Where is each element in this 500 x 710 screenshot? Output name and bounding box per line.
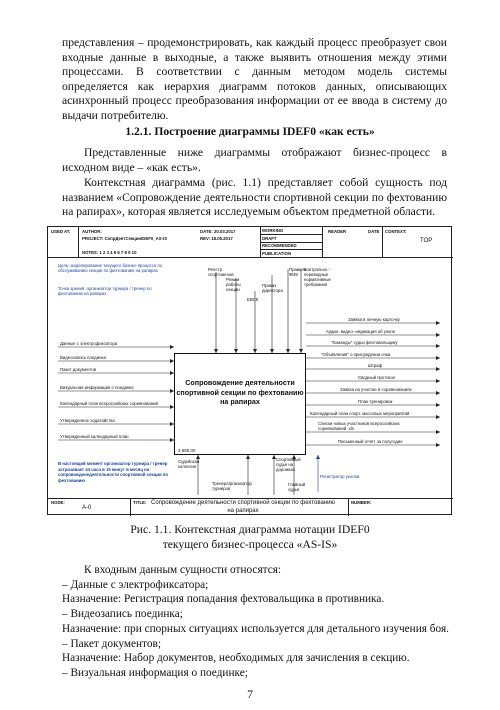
mechanism-registrator: Регистратор уколов (320, 474, 360, 479)
output-10: Письменный отчёт за полугодие (338, 439, 403, 444)
status-recommended: RECOMMENDED (262, 243, 297, 248)
mechanism-main-judge: Главный судья (288, 482, 306, 492)
date2-label: DATE (368, 229, 380, 234)
control-order: Приказ директора (262, 283, 283, 293)
control-requirements: Контрольно - переводные нормативные требования (304, 267, 331, 287)
output-7: План тренировок (358, 399, 393, 404)
list-line: – Видеозапись поединка; (62, 608, 183, 621)
context-label: CONTEXT: (385, 229, 407, 234)
output-6: Заявка на участие в соревнованиях (340, 387, 412, 392)
author-label: AUTHOR: (82, 229, 102, 234)
process-box (174, 353, 306, 455)
status-publication: PUBLICATION (262, 251, 292, 256)
input-video: Видеозапись поединка (60, 355, 106, 360)
list-line: К входным данным сущности относятся: (84, 564, 282, 576)
rev-value: REV: 18.05.2017 (200, 236, 233, 241)
list-line: – Данные с электрофиксатора; (62, 578, 209, 591)
viewpoint-text: Точка зрения: организатор турнира / тренер по фехтованию на рапирах (58, 286, 152, 296)
input-approved-plan: Утвержденный календарный план (60, 434, 129, 439)
caption-line-2: текущего бизнес-процесса «AS-IS» (162, 538, 338, 551)
date-value: DATE: 20.03.2017 (200, 229, 236, 234)
input-description-list (62, 563, 452, 681)
list-line: Назначение: Регистрация попадания фехтовальщика в противника. (62, 593, 385, 606)
control-evsk: ЕВСК (247, 297, 259, 302)
title-label: TITLE: (133, 500, 147, 505)
purpose-text: Цель: моделирование текущего бизнес-процесса по обслуживанию секции по фехтованию на рапирах (58, 263, 163, 273)
output-5: Сводный протокол (358, 375, 396, 380)
input-visual: Визуальная информация о поединке (60, 385, 134, 390)
used-at-label: USED AT: (51, 229, 71, 234)
list-line: Назначение: при спорных ситуациях используется для детального изучения боя. (62, 622, 449, 635)
list-line: – Пакет документов; (62, 637, 161, 650)
idef0-context-diagram (47, 226, 452, 515)
node-value: A-0 (82, 505, 92, 511)
reader-label: READER (328, 229, 347, 234)
control-fie: Правила ФИЕ (289, 267, 307, 277)
output-0: Заявка в личную карточку (348, 317, 400, 322)
status-draft: DRAFT (262, 236, 277, 241)
mechanism-track-judge: Спортивный судья на дорожках (276, 457, 301, 472)
top-label: TOP (420, 238, 433, 244)
control-registry: Реестр спортсменов (208, 267, 234, 277)
process-cost: 3 650,00 (178, 448, 196, 453)
mechanism-trainer: Тренер/организатор турниров (212, 481, 252, 491)
input-petition: Утвержденное ходатайство (60, 418, 115, 423)
input-electrofixator: Данные с электрофиксатора (60, 341, 118, 346)
intro-paragraph: представления – продемонстрировать, как каждый процесс преобразует свои входные данные в выходные, а также выявить отношения между этими процессами. В соответствии с данным методом модель системы определяется как иерархия диаграмм потоков данных, описывающих асинхронный процесс преобразования информации от ее ввода в систему до выдачи потребителю. (62, 36, 447, 122)
output-3: "Объявления" о присуждении очка (321, 352, 391, 357)
mechanism-judges: Судейская коллегия (178, 459, 200, 469)
section-heading: 1.2.1. Построение диаграммы IDEF0 «как есть» (125, 125, 375, 138)
notes-label: NOTES: 1 2 3 4 5 6 7 8 9 10 (82, 250, 137, 255)
list-line: – Визуальная информация о поединке; (62, 666, 248, 679)
status-working: WORKING (262, 228, 284, 233)
page-number: 7 (247, 688, 253, 701)
output-2: "Команды" судьи фехтовальщику (331, 340, 398, 345)
footer-title-value: Сопровождение деятельности спортивной секции по фехтованию на рапирах (151, 500, 335, 514)
process-title: Сопровождение деятельности спортивной секции по фехтованию на рапирах (176, 378, 304, 406)
time-note: В настоящий момент организатор турнира / тренер затрачивает 44 часа в 15 минут в месяц на сопровожденедеятельности спортивной секции по фехтованию (58, 461, 169, 483)
output-4: Штраф (368, 363, 383, 368)
paragraph-1: Представленные ниже диаграммы отображают бизнес-процесс в исходном виде – «как есть». (62, 146, 447, 174)
number-label: NUMBER: (351, 500, 372, 505)
input-calendar: Календарный план всероссийских соревнований (60, 401, 158, 406)
node-label: NODE: (51, 500, 65, 505)
input-documents: Пакет документов (60, 367, 97, 372)
caption-line-1: Рис. 1.1. Контекстная диаграмма нотации IDEF0 (130, 523, 370, 536)
list-line: Назначение: Набор документов, необходимых для зачисления в секцию. (62, 652, 410, 665)
control-schedule: Режим работы секции (226, 277, 241, 292)
paragraph-2: Контекстная диаграмма (рис. 1.1) представляет собой сущность под названием «Сопровождение деятельности спортивной секции по фехтованию на рапирах», которая является исследуемым объектом предметной области. (62, 176, 447, 219)
output-9: Списки новых участников всероссийских соревнований .xls (318, 421, 400, 431)
output-1: Аудио- видео- индикация об уколе (326, 329, 396, 334)
project-label: PROJECT: СопрДеятСекцииIDEF0_AS-IS (82, 236, 168, 241)
output-8: Календарный план спорт. массовых мероприятий (310, 411, 410, 416)
